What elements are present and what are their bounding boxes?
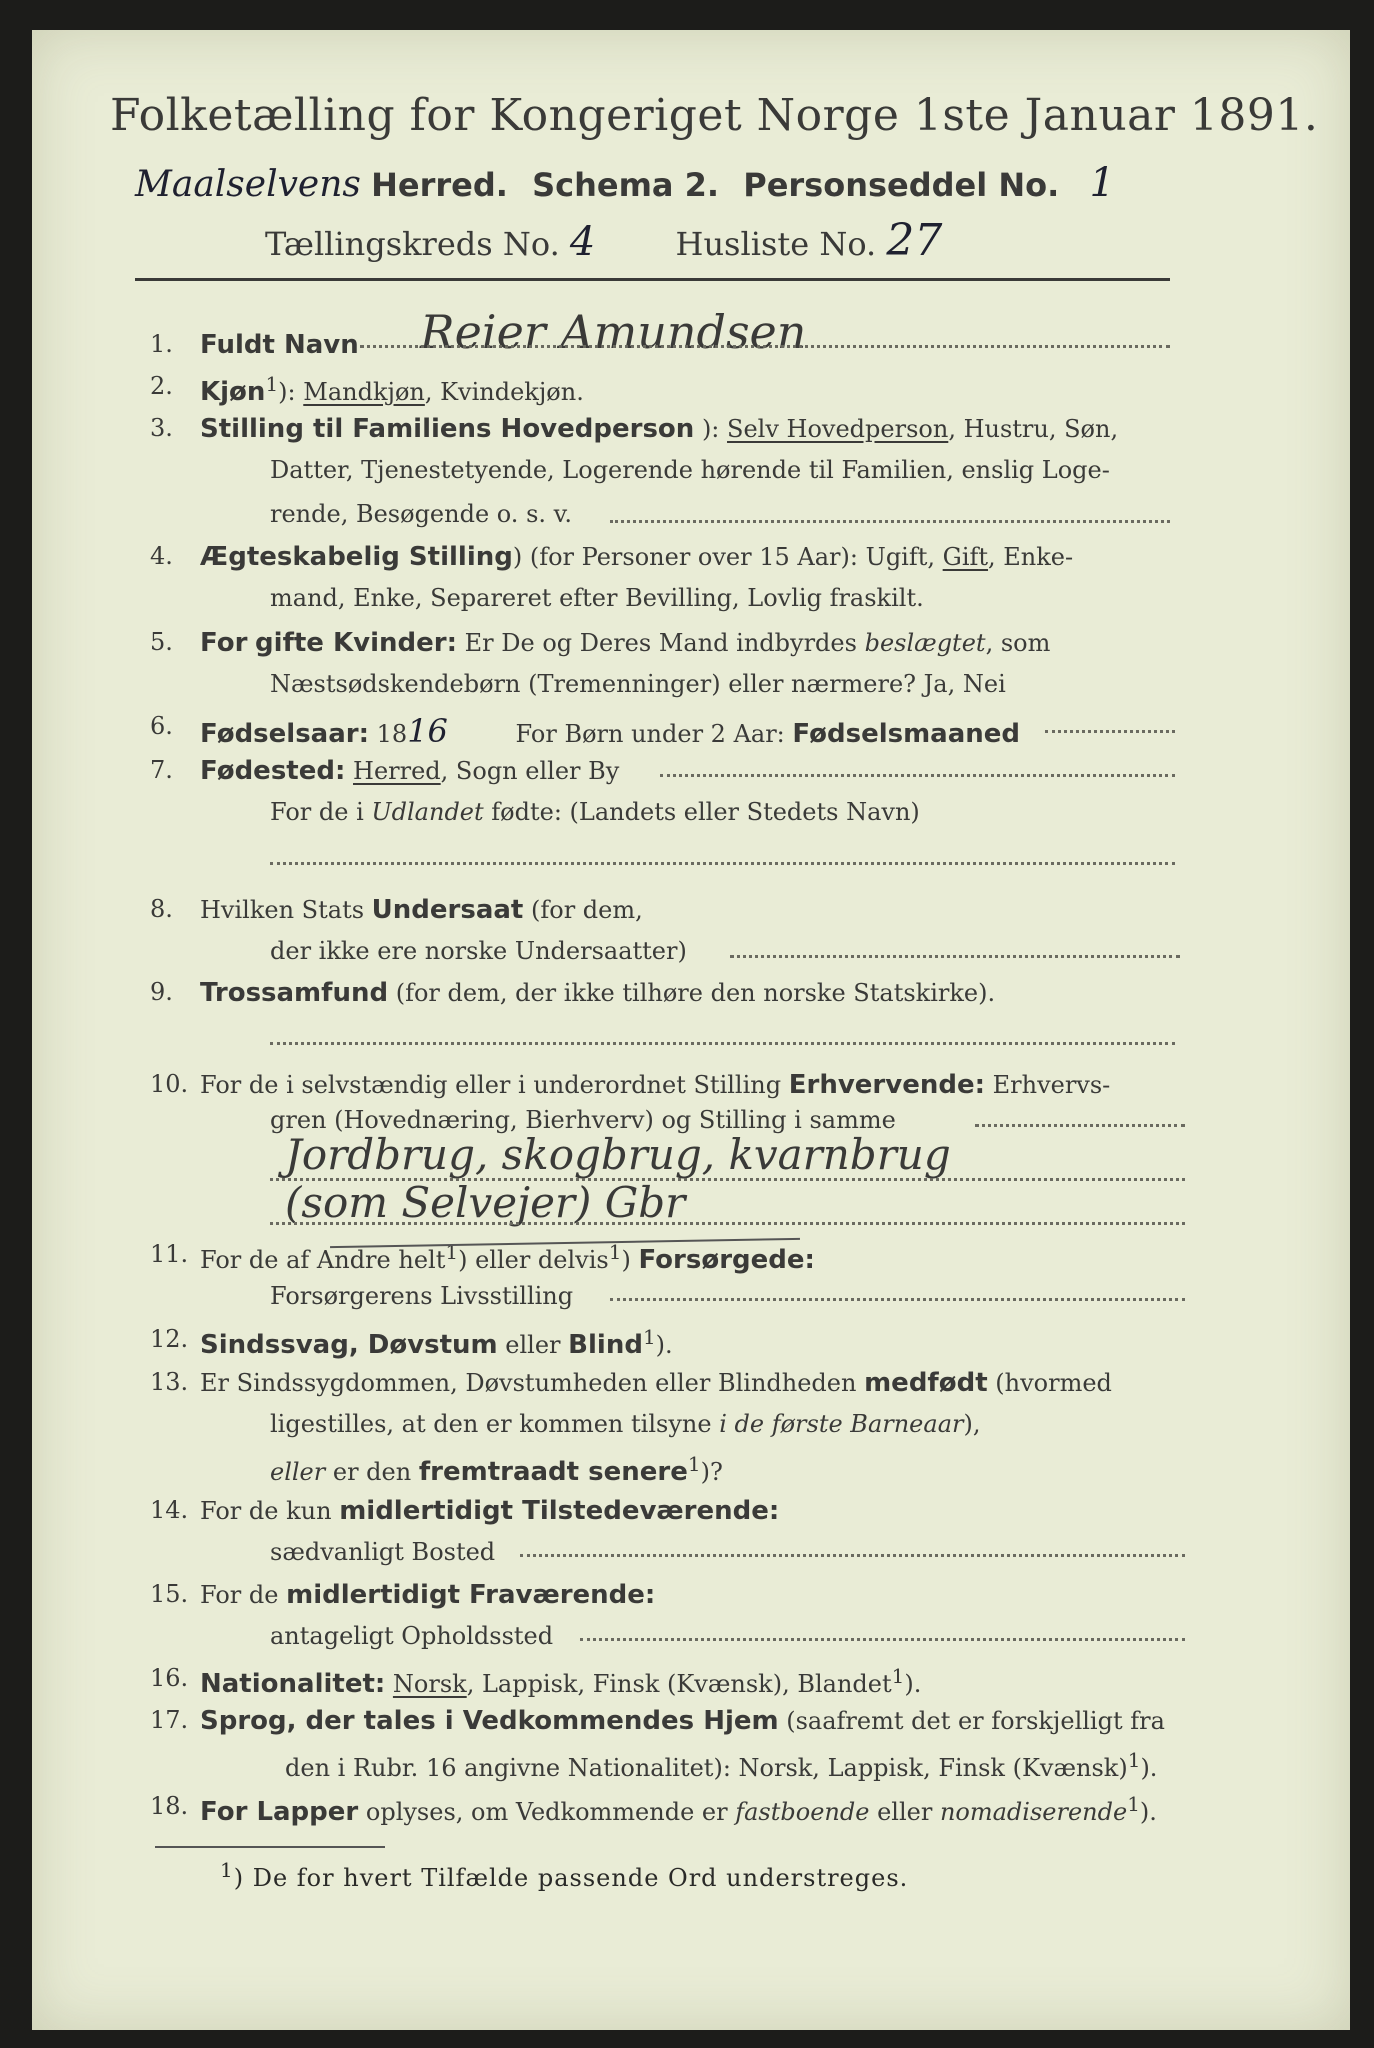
later-label: fremtraadt senere	[418, 1457, 688, 1487]
birthplace-line	[660, 774, 1175, 777]
item-8-number: 8.	[150, 895, 173, 923]
temp-present-pre: For de kun	[200, 1497, 332, 1525]
abroad-post: fødte: (Landets eller Stedets Navn)	[491, 798, 920, 826]
temp-absent-label: midlertidigt Fraværende:	[286, 1580, 656, 1610]
birth-month-question: For Børn under 2 Aar:	[515, 720, 785, 748]
abroad-italic: Udlandet	[371, 798, 484, 826]
item-12-number: 12.	[150, 1325, 189, 1353]
item-7-number: 7.	[150, 756, 173, 784]
disability-or: eller	[505, 1331, 561, 1359]
birthplace-abroad	[270, 798, 920, 826]
item-15	[200, 1580, 655, 1610]
disability-label: Sindssvag, Døvstum	[200, 1330, 498, 1360]
temp-absent-q2: antageligt Opholdssted	[270, 1622, 554, 1650]
item-17	[200, 1706, 1165, 1736]
nationality-selected: Norsk	[392, 1670, 467, 1698]
item-6	[200, 712, 1020, 750]
full-name-value: Reier Amundsen	[420, 305, 807, 359]
item-2-number: 2.	[150, 372, 173, 400]
marital-options-1: ) (for Personer over 15 Aar): Ugift,	[512, 543, 936, 571]
lapps-or: eller	[877, 1798, 933, 1826]
language-q2: den i Rubr. 16 angivne Nationalitet): Norsk, Lappisk, Finsk (Kvænsk)$^1$).	[285, 1748, 1158, 1782]
married-women-q1: Er De og Deres Mand indbyrdes	[464, 629, 857, 657]
nationality-label: Nationalitet:	[200, 1669, 386, 1699]
gender-options: , Kvindekjøn.	[424, 378, 584, 406]
municipality-handwritten: Maalselvens	[135, 164, 361, 205]
item-3-number: 3.	[150, 414, 173, 442]
lapps-settled: fastboende	[735, 1798, 870, 1826]
lapps-nomadic: nomadiserende	[939, 1798, 1128, 1826]
item-2	[200, 372, 584, 407]
item-9-number: 9.	[150, 978, 173, 1006]
congenital-q3-post: )?	[700, 1458, 723, 1486]
husliste-number: 27	[886, 215, 943, 266]
occupation-handwritten-1: Jordbrug, skogbrug, kvarnbrug	[285, 1130, 951, 1179]
occupation-label: Erhvervende:	[788, 1070, 985, 1100]
gender-colon: ):	[278, 378, 296, 406]
full-name-line	[360, 345, 1170, 348]
married-women-for: For	[200, 628, 248, 658]
temp-present-line	[520, 1554, 1185, 1557]
form-title: Folketælling for Kongeriget Norge 1ste Januar 1891.	[110, 90, 1319, 141]
marital-selected: Gift	[942, 543, 989, 571]
birth-year-handwritten: 16	[407, 712, 448, 750]
married-women-q1-end: , som	[985, 629, 1051, 657]
birthplace-label: Fødested:	[200, 756, 346, 786]
citizenship-pre: Hvilken Stats	[200, 896, 365, 924]
birthplace-selected: Herred	[353, 757, 441, 785]
footnote-rule	[155, 1846, 385, 1848]
birth-month-line	[1045, 730, 1175, 733]
full-name-label: Fuldt Navn	[200, 330, 359, 360]
position-options-2: Datter, Tjenestetyende, Logerende hørende til Familien, enslig Loge-	[270, 456, 1110, 484]
congenital-q2-post: ),	[963, 1410, 981, 1438]
religion-question: (for dem, der ikke tilhøre den norske Statskirke).	[395, 979, 996, 1007]
kreds-number: 4	[569, 219, 596, 265]
position-colon: ):	[701, 415, 720, 443]
schema-label: Schema 2.	[532, 166, 720, 204]
header-line-kreds	[265, 215, 942, 266]
footnote-mark: 1	[220, 1858, 234, 1882]
nationality-options: , Lappisk, Finsk (Kvænsk), Blandet	[466, 1670, 892, 1698]
header-rule	[135, 278, 1170, 281]
temp-absent-line	[580, 1638, 1185, 1641]
married-women-label: gifte Kvinder:	[255, 628, 457, 658]
item-7	[200, 756, 619, 786]
supported-q2: Forsørgerens Livsstilling	[270, 1282, 574, 1310]
item-14	[200, 1496, 779, 1526]
kreds-label: Tællingskreds No.	[265, 225, 560, 263]
personseddel-number: 1	[1089, 160, 1115, 206]
footnote-text: ) De for hvert Tilfælde passende Ord understreges.	[233, 1864, 909, 1892]
congenital-post: (hvormed	[995, 1369, 1112, 1397]
supported-line	[610, 1298, 1185, 1301]
occupation-post: Erhvervs-	[992, 1071, 1111, 1099]
item-10	[200, 1070, 1110, 1100]
supported-mid: ) eller delvis	[458, 1246, 609, 1274]
congenital-q2-italic: i de første Barneaar	[719, 1410, 964, 1438]
item-18-number: 18.	[150, 1792, 189, 1820]
citizenship-line	[730, 955, 1180, 958]
temp-absent-pre: For de	[200, 1581, 279, 1609]
gender-footnote-mark: 1	[265, 372, 279, 396]
item-15-number: 15.	[150, 1580, 189, 1608]
citizenship-label: Undersaat	[371, 895, 524, 925]
item-10-number: 10.	[150, 1070, 189, 1098]
item-12: Sindssvag, Døvstum eller Blind$^1$).	[200, 1325, 673, 1360]
herred-label: Herred.	[371, 166, 508, 204]
religion-line	[270, 1042, 1175, 1045]
congenital-q2-pre: ligestilles, at den er kommen tilsyne	[270, 1410, 712, 1438]
footnote	[220, 1858, 908, 1892]
item-4-number: 4.	[150, 542, 173, 570]
citizenship-q2: der ikke ere norske Undersaatter)	[270, 937, 687, 965]
item-16-number: 16.	[150, 1664, 189, 1692]
item-9	[200, 978, 995, 1008]
supported-pre: For de af Andre helt	[200, 1246, 446, 1274]
personseddel-label: Personseddel No.	[743, 166, 1060, 204]
occupation-line-3	[270, 1222, 1185, 1225]
item-5	[200, 628, 1050, 658]
congenital-q3-pre: er den	[332, 1458, 412, 1486]
language-label: Sprog, der tales i Vedkommendes Hjem	[200, 1706, 779, 1736]
occupation-q2: gren (Hovednæring, Bierhverv) og Stilling i samme	[270, 1106, 896, 1134]
married-women-q2: Næstsødskendebørn (Tremenninger) eller nærmere? Ja, Nei	[270, 670, 1006, 698]
marital-label: Ægteskabelig Stilling	[200, 542, 513, 572]
congenital-q3-italic: eller	[270, 1458, 326, 1486]
item-18: For Lapper oplyses, om Vedkommende er fastboende eller nomadiserende$^1$).	[200, 1792, 1157, 1827]
occupation-line-1	[975, 1124, 1185, 1127]
temp-present-q2: sædvanligt Bosted	[270, 1538, 496, 1566]
occupation-pre: For de i selvstændig eller i underordnet Stilling	[200, 1071, 782, 1099]
position-options-3: rende, Besøgende o. s. v.	[270, 500, 572, 528]
item-6-number: 6.	[150, 712, 173, 740]
abroad-line	[270, 862, 1175, 865]
birth-month-label: Fødselsmaaned	[792, 719, 1021, 749]
position-selected: Selv Hovedperson	[727, 415, 949, 443]
item-1	[200, 330, 359, 360]
item-11: For de af Andre helt$^1$) eller delvis$^1$) Forsørgede:	[200, 1240, 815, 1275]
item-1-number: 1.	[150, 330, 173, 358]
blind-label: Blind	[568, 1330, 643, 1360]
item-16: Nationalitet: Norsk, Lappisk, Finsk (Kvænsk), Blandet$^1$).	[200, 1664, 922, 1699]
item-14-number: 14.	[150, 1496, 189, 1524]
position-label: Stilling til Familiens Hovedperson	[200, 414, 695, 444]
item-8	[200, 895, 643, 925]
citizenship-post: (for dem,	[531, 896, 643, 924]
item-13-number: 13.	[150, 1368, 189, 1396]
birth-year-label: Fødselsaar:	[200, 719, 369, 749]
language-q1: (saafremt det er forskjelligt fra	[786, 1707, 1165, 1735]
position-line	[610, 520, 1170, 523]
marital-options-3: mand, Enke, Separeret efter Bevilling, Lovlig fraskilt.	[270, 584, 924, 612]
lapps-label: For Lapper	[200, 1797, 359, 1827]
position-options-1: , Hustru, Søn,	[948, 415, 1119, 443]
language-q2-text: den i Rubr. 16 angivne Nationalitet): Norsk, Lappisk, Finsk (Kvænsk)	[285, 1754, 1128, 1782]
birth-year-prefix: 18	[376, 720, 408, 748]
congenital-q3: eller er den fremtraadt senere$^1$)?	[270, 1452, 723, 1487]
gender-selected: Mandkjøn	[303, 378, 425, 406]
abroad-pre: For de i	[270, 798, 364, 826]
disability-end: ).	[655, 1331, 673, 1359]
congenital-label: medfødt	[864, 1368, 988, 1398]
religion-label: Trossamfund	[200, 978, 389, 1008]
item-3	[200, 414, 1118, 444]
husliste-label: Husliste No.	[675, 225, 877, 263]
occupation-handwritten-2: (som Selvejer) Gbr	[285, 1178, 686, 1227]
gender-label: Kjøn	[200, 377, 266, 407]
item-13	[200, 1368, 1112, 1398]
item-4	[200, 542, 1073, 572]
item-17-number: 17.	[150, 1706, 189, 1734]
marital-options-2: , Enke-	[988, 543, 1074, 571]
header-line-municipality	[135, 160, 1115, 206]
temp-present-label: midlertidigt Tilstedeværende:	[339, 1496, 780, 1526]
lapps-question: oplyses, om Vedkommende er	[365, 1798, 728, 1826]
birthplace-options: , Sogn eller By	[440, 757, 620, 785]
married-women-related: beslægtet	[864, 629, 986, 657]
item-5-number: 5.	[150, 628, 173, 656]
congenital-q2	[270, 1410, 980, 1438]
item-11-number: 11.	[150, 1240, 189, 1268]
congenital-pre: Er Sindssygdommen, Døvstumheden eller Blindheden	[200, 1369, 857, 1397]
supported-label: Forsørgede:	[638, 1245, 815, 1275]
